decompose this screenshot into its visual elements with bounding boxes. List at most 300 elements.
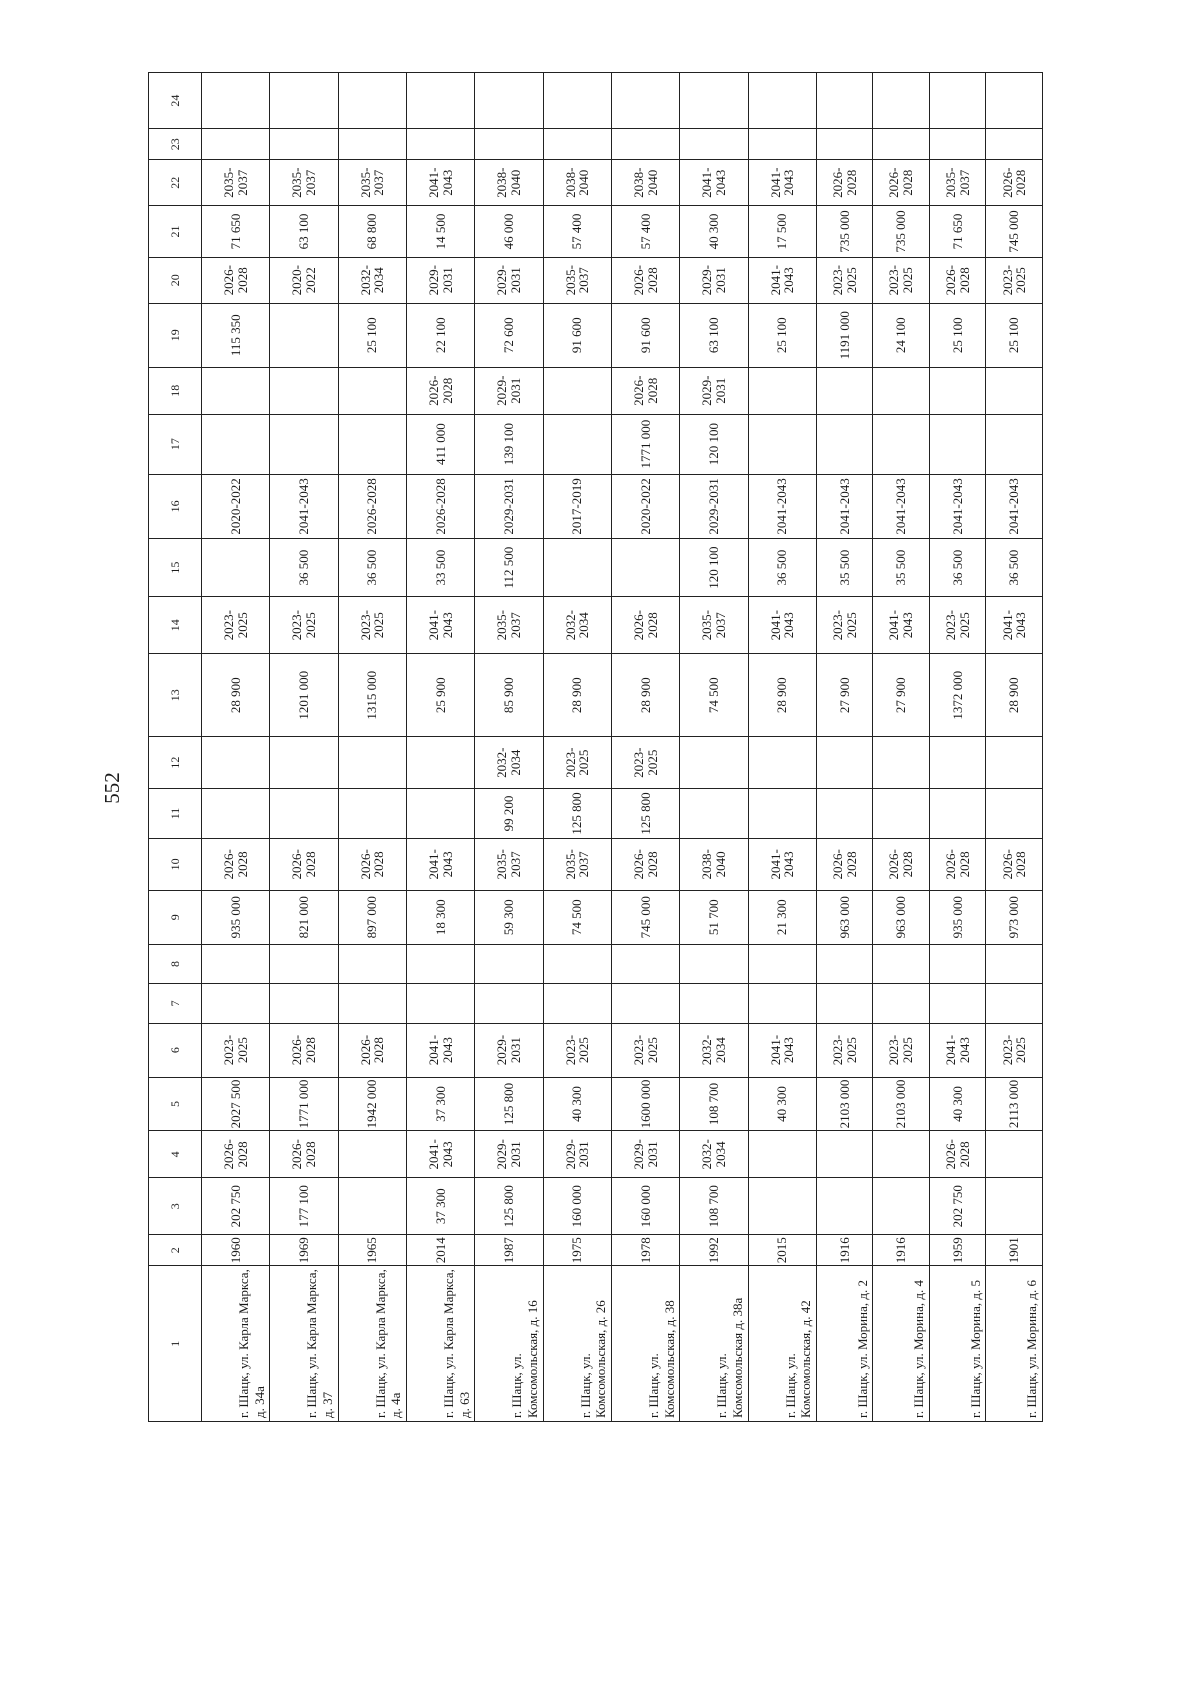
- table-cell: 821 000: [270, 890, 338, 944]
- table-cell: 36 500: [748, 539, 816, 597]
- table-cell: 28 900: [611, 654, 679, 737]
- address-cell: г. Шацк, ул. Комсомольская, д. 16: [475, 1266, 543, 1422]
- table-cell: 120 100: [680, 539, 748, 597]
- table-cell: [929, 367, 986, 414]
- table-cell: 411 000: [406, 414, 474, 474]
- table-cell: 40 300: [929, 1077, 986, 1131]
- table-cell: 2035-2037: [929, 160, 986, 206]
- table-cell: [406, 129, 474, 160]
- table-cell: 2041-2043: [406, 838, 474, 890]
- column-number-12: 12: [149, 737, 202, 789]
- address-cell: г. Шацк, ул. Комсомольская, д. 42: [748, 1266, 816, 1422]
- table-cell: 125 800: [475, 1178, 543, 1235]
- table-cell: [475, 129, 543, 160]
- table-cell: 2023-2025: [816, 257, 873, 303]
- table-cell: [543, 984, 611, 1023]
- table-cell: 2029-2031: [475, 367, 543, 414]
- table-cell: [270, 367, 338, 414]
- table-cell: [270, 414, 338, 474]
- table-cell: 57 400: [543, 206, 611, 258]
- table-cell: 27 900: [873, 654, 930, 737]
- table-cell: 2026-2028: [611, 597, 679, 654]
- table-cell: 1916: [873, 1235, 930, 1266]
- table-cell: [611, 984, 679, 1023]
- table-cell: [406, 73, 474, 129]
- table-cell: 2026-2028: [873, 838, 930, 890]
- address-cell: г. Шацк, ул. Карла Маркса, д. 4а: [338, 1266, 406, 1422]
- table-row: [543, 73, 611, 1422]
- table-cell: 1978: [611, 1235, 679, 1266]
- table-cell: [270, 737, 338, 789]
- table-cell: [475, 984, 543, 1023]
- table-cell: 37 300: [406, 1178, 474, 1235]
- column-number-9: 9: [149, 890, 202, 944]
- table-cell: [202, 789, 270, 839]
- table-cell: [873, 789, 930, 839]
- table-cell: [338, 414, 406, 474]
- table-cell: 57 400: [611, 206, 679, 258]
- table-cell: 2035-2037: [475, 597, 543, 654]
- table-cell: [986, 1131, 1043, 1178]
- table-cell: [816, 984, 873, 1023]
- table-cell: 735 000: [873, 206, 930, 258]
- table-cell: [748, 1178, 816, 1235]
- table-cell: [406, 789, 474, 839]
- column-number-21: 21: [149, 206, 202, 258]
- address-cell: г. Шацк, ул. Карла Маркса, д. 63: [406, 1266, 474, 1422]
- table-cell: 2041-2043: [406, 1131, 474, 1178]
- table-cell: 2026-2028: [338, 838, 406, 890]
- table-cell: 2041-2043: [748, 838, 816, 890]
- table-cell: 2041-2043: [986, 474, 1043, 538]
- table-cell: 745 000: [986, 206, 1043, 258]
- table-cell: 2041-2043: [929, 1023, 986, 1077]
- table-cell: 2026-2028: [202, 838, 270, 890]
- table-cell: 2041-2043: [406, 597, 474, 654]
- table-cell: [748, 944, 816, 983]
- table-cell: 2023-2025: [611, 737, 679, 789]
- table-cell: 2041-2043: [406, 160, 474, 206]
- table-cell: 2023-2025: [611, 1023, 679, 1077]
- table-cell: 112 500: [475, 539, 543, 597]
- table-cell: 897 000: [338, 890, 406, 944]
- table-cell: 2032-2034: [475, 737, 543, 789]
- table-cell: 125 800: [543, 789, 611, 839]
- table-cell: 27 900: [816, 654, 873, 737]
- table-cell: [543, 944, 611, 983]
- table-cell: [873, 984, 930, 1023]
- table-cell: [748, 129, 816, 160]
- table-cell: 735 000: [816, 206, 873, 258]
- table-cell: [986, 414, 1043, 474]
- table-cell: 160 000: [543, 1178, 611, 1235]
- table-cell: 1969: [270, 1235, 338, 1266]
- table-cell: [748, 1131, 816, 1178]
- table-cell: 68 800: [338, 206, 406, 258]
- table-cell: [338, 129, 406, 160]
- table-cell: [748, 789, 816, 839]
- table-cell: 108 700: [680, 1178, 748, 1235]
- column-number-18: 18: [149, 367, 202, 414]
- table-cell: [873, 1178, 930, 1235]
- table-cell: 2026-2028: [986, 838, 1043, 890]
- table-row: [475, 73, 543, 1422]
- table-cell: 2029-2031: [680, 257, 748, 303]
- table-cell: 25 100: [338, 303, 406, 367]
- table-cell: [986, 129, 1043, 160]
- table-cell: 2023-2025: [338, 597, 406, 654]
- table-cell: [748, 414, 816, 474]
- table-cell: 36 500: [929, 539, 986, 597]
- table-cell: [929, 129, 986, 160]
- table-cell: 36 500: [986, 539, 1043, 597]
- page-number: 552: [100, 772, 124, 804]
- table-cell: 40 300: [543, 1077, 611, 1131]
- table-cell: 25 100: [986, 303, 1043, 367]
- table-cell: 2038-2040: [543, 160, 611, 206]
- table-cell: 1771 000: [270, 1077, 338, 1131]
- table-cell: 2032-2034: [543, 597, 611, 654]
- table-cell: [873, 414, 930, 474]
- table-body: [202, 73, 1043, 1422]
- table-cell: [748, 73, 816, 129]
- table-cell: [748, 984, 816, 1023]
- column-number-5: 5: [149, 1077, 202, 1131]
- table-cell: [202, 129, 270, 160]
- column-number-8: 8: [149, 944, 202, 983]
- table-cell: [816, 414, 873, 474]
- table-cell: 125 800: [611, 789, 679, 839]
- table-cell: 2017-2019: [543, 474, 611, 538]
- table-cell: 1901: [986, 1235, 1043, 1266]
- table-cell: 33 500: [406, 539, 474, 597]
- table-cell: 51 700: [680, 890, 748, 944]
- table-cell: [270, 129, 338, 160]
- table-cell: 1960: [202, 1235, 270, 1266]
- table-cell: 17 500: [748, 206, 816, 258]
- table-cell: 2041-2043: [873, 474, 930, 538]
- table-cell: [475, 944, 543, 983]
- table-cell: 2027 500: [202, 1077, 270, 1131]
- table-cell: 2041-2043: [873, 597, 930, 654]
- table-cell: 2041-2043: [929, 474, 986, 538]
- table-cell: 2023-2025: [270, 597, 338, 654]
- table-cell: [475, 73, 543, 129]
- table-cell: 160 000: [611, 1178, 679, 1235]
- table-cell: 2026-2028: [338, 1023, 406, 1077]
- table-cell: 2023-2025: [202, 1023, 270, 1077]
- table-cell: 2032-2034: [680, 1023, 748, 1077]
- table-cell: 1916: [816, 1235, 873, 1266]
- table-cell: 2041-2043: [748, 474, 816, 538]
- table-cell: 2041-2043: [986, 597, 1043, 654]
- column-number-20: 20: [149, 257, 202, 303]
- table-cell: [543, 73, 611, 129]
- table-cell: [338, 1131, 406, 1178]
- table-cell: 91 600: [543, 303, 611, 367]
- table-cell: 2023-2025: [816, 1023, 873, 1077]
- table-cell: 2029-2031: [611, 1131, 679, 1178]
- table-cell: [816, 944, 873, 983]
- table-cell: [406, 984, 474, 1023]
- table-cell: [986, 944, 1043, 983]
- table-cell: 2029-2031: [680, 367, 748, 414]
- table-cell: 745 000: [611, 890, 679, 944]
- table-cell: [873, 367, 930, 414]
- table-cell: 37 300: [406, 1077, 474, 1131]
- table-cell: 36 500: [270, 539, 338, 597]
- table-cell: 2026-2028: [929, 1131, 986, 1178]
- column-number-4: 4: [149, 1131, 202, 1178]
- table-cell: 22 100: [406, 303, 474, 367]
- table-row: [270, 73, 338, 1422]
- table-cell: 2035-2037: [270, 160, 338, 206]
- table-cell: [611, 944, 679, 983]
- table-cell: [202, 737, 270, 789]
- table-cell: 25 100: [748, 303, 816, 367]
- table-cell: [873, 737, 930, 789]
- table-cell: [543, 414, 611, 474]
- table-row: [748, 73, 816, 1422]
- table-cell: [929, 789, 986, 839]
- table-cell: 2023-2025: [873, 257, 930, 303]
- table-cell: 1372 000: [929, 654, 986, 737]
- table-cell: 139 100: [475, 414, 543, 474]
- table-cell: 2041-2043: [270, 474, 338, 538]
- table-cell: [873, 944, 930, 983]
- column-number-19: 19: [149, 303, 202, 367]
- table-cell: 2029-2031: [475, 1023, 543, 1077]
- table-cell: [748, 367, 816, 414]
- address-cell: г. Шацк, ул. Карла Маркса, д. 34а: [202, 1266, 270, 1422]
- table-cell: 2026-2028: [611, 257, 679, 303]
- column-number-7: 7: [149, 984, 202, 1023]
- table-cell: 2026-2028: [929, 838, 986, 890]
- table-cell: 59 300: [475, 890, 543, 944]
- table-cell: [270, 73, 338, 129]
- table-cell: 2026-2028: [816, 160, 873, 206]
- table-cell: 108 700: [680, 1077, 748, 1131]
- table-cell: 2032-2034: [338, 257, 406, 303]
- table-cell: 2026-2028: [270, 838, 338, 890]
- table-cell: 2038-2040: [611, 160, 679, 206]
- table-cell: [202, 73, 270, 129]
- table-cell: 935 000: [929, 890, 986, 944]
- table-cell: [929, 737, 986, 789]
- table-cell: 2041-2043: [680, 160, 748, 206]
- table-cell: 2035-2037: [202, 160, 270, 206]
- table-cell: [873, 73, 930, 129]
- table-cell: 2026-2028: [816, 838, 873, 890]
- table-cell: 1959: [929, 1235, 986, 1266]
- table-cell: [611, 129, 679, 160]
- table-cell: [543, 539, 611, 597]
- table-cell: 2023-2025: [873, 1023, 930, 1077]
- table-cell: [986, 73, 1043, 129]
- address-cell: г. Шацк, ул. Комсомольская д. 38а: [680, 1266, 748, 1422]
- table-cell: [748, 737, 816, 789]
- table-cell: [338, 1178, 406, 1235]
- table-cell: 2103 000: [873, 1077, 930, 1131]
- table-cell: 71 650: [929, 206, 986, 258]
- table-row: [406, 73, 474, 1422]
- table-row: [873, 73, 930, 1422]
- table-cell: 2029-2031: [475, 257, 543, 303]
- table-cell: 2035-2037: [680, 597, 748, 654]
- table-cell: 2026-2028: [406, 367, 474, 414]
- table-cell: [611, 73, 679, 129]
- table-cell: 2041-2043: [406, 1023, 474, 1077]
- table-cell: [873, 129, 930, 160]
- table-cell: [202, 414, 270, 474]
- table-cell: 63 100: [680, 303, 748, 367]
- table-cell: 21 300: [748, 890, 816, 944]
- table-cell: 2041-2043: [748, 597, 816, 654]
- table-cell: 1315 000: [338, 654, 406, 737]
- table-cell: 1771 000: [611, 414, 679, 474]
- table-cell: 2029-2031: [475, 474, 543, 538]
- address-cell: г. Шацк, ул. Комсомольская, д. 38: [611, 1266, 679, 1422]
- table-cell: [816, 789, 873, 839]
- table-row: [611, 73, 679, 1422]
- table-cell: 35 500: [816, 539, 873, 597]
- table-cell: [270, 984, 338, 1023]
- table-cell: 2026-2028: [986, 160, 1043, 206]
- table-cell: 71 650: [202, 206, 270, 258]
- table-cell: [986, 367, 1043, 414]
- column-number-3: 3: [149, 1178, 202, 1235]
- table-cell: 2023-2025: [816, 597, 873, 654]
- table-cell: [816, 73, 873, 129]
- table-cell: 35 500: [873, 539, 930, 597]
- column-number-17: 17: [149, 414, 202, 474]
- column-number-14: 14: [149, 597, 202, 654]
- table-cell: [680, 73, 748, 129]
- table-cell: 115 350: [202, 303, 270, 367]
- table-cell: 202 750: [929, 1178, 986, 1235]
- table-cell: 2035-2037: [543, 257, 611, 303]
- table-cell: [816, 737, 873, 789]
- table-cell: 28 900: [543, 654, 611, 737]
- table-cell: 2020-2022: [202, 474, 270, 538]
- table-cell: [202, 539, 270, 597]
- table-cell: 25 100: [929, 303, 986, 367]
- table-cell: 1201 000: [270, 654, 338, 737]
- table-cell: 963 000: [873, 890, 930, 944]
- table-cell: 99 200: [475, 789, 543, 839]
- table-cell: 2113 000: [986, 1077, 1043, 1131]
- table-cell: [611, 539, 679, 597]
- table-cell: 202 750: [202, 1178, 270, 1235]
- table-cell: 2023-2025: [986, 1023, 1043, 1077]
- table-cell: 2041-2043: [748, 257, 816, 303]
- table-cell: [986, 984, 1043, 1023]
- table-cell: 2020-2022: [611, 474, 679, 538]
- schedule-table: [148, 72, 1043, 1422]
- table-cell: 28 900: [748, 654, 816, 737]
- table-cell: 120 100: [680, 414, 748, 474]
- table-cell: 1191 000: [816, 303, 873, 367]
- table-cell: [929, 414, 986, 474]
- table-row: [986, 73, 1043, 1422]
- table-cell: 2029-2031: [475, 1131, 543, 1178]
- table-cell: 46 000: [475, 206, 543, 258]
- table-cell: 2026-2028: [270, 1023, 338, 1077]
- table-cell: 2038-2040: [475, 160, 543, 206]
- table-cell: [929, 984, 986, 1023]
- table-cell: 2029-2031: [680, 474, 748, 538]
- table-cell: [816, 367, 873, 414]
- table-cell: 2035-2037: [543, 838, 611, 890]
- table-cell: 1942 000: [338, 1077, 406, 1131]
- table-cell: [873, 1131, 930, 1178]
- table-row: [680, 73, 748, 1422]
- table-cell: [816, 129, 873, 160]
- table-cell: [816, 1178, 873, 1235]
- table-cell: 2029-2031: [543, 1131, 611, 1178]
- column-number-2: 2: [149, 1235, 202, 1266]
- table-cell: 2026-2028: [338, 474, 406, 538]
- table-cell: 2026-2028: [270, 1131, 338, 1178]
- table-cell: 2026-2028: [406, 474, 474, 538]
- table-cell: [338, 737, 406, 789]
- table-cell: 2026-2028: [611, 367, 679, 414]
- address-cell: г. Шацк, ул. Морина, д. 2: [816, 1266, 873, 1422]
- column-number-16: 16: [149, 474, 202, 538]
- table-cell: 2023-2025: [543, 737, 611, 789]
- table-cell: 2029-2031: [406, 257, 474, 303]
- table-cell: [338, 73, 406, 129]
- table-cell: 2026-2028: [873, 160, 930, 206]
- table-cell: 2023-2025: [986, 257, 1043, 303]
- column-number-1: 1: [149, 1266, 202, 1422]
- table-cell: 973 000: [986, 890, 1043, 944]
- table-cell: 28 900: [986, 654, 1043, 737]
- table-cell: [338, 984, 406, 1023]
- table-cell: [338, 789, 406, 839]
- table-cell: [680, 944, 748, 983]
- table-cell: 177 100: [270, 1178, 338, 1235]
- table-cell: 1987: [475, 1235, 543, 1266]
- table-cell: [406, 737, 474, 789]
- table-cell: 63 100: [270, 206, 338, 258]
- table-cell: 935 000: [202, 890, 270, 944]
- table-cell: 2026-2028: [929, 257, 986, 303]
- table-cell: 1992: [680, 1235, 748, 1266]
- table-cell: 2041-2043: [748, 1023, 816, 1077]
- table-cell: [680, 984, 748, 1023]
- table-cell: 72 600: [475, 303, 543, 367]
- table-cell: 2023-2025: [929, 597, 986, 654]
- table-cell: 2041-2043: [816, 474, 873, 538]
- table-cell: 36 500: [338, 539, 406, 597]
- table-cell: 2032-2034: [680, 1131, 748, 1178]
- table-cell: 2020-2022: [270, 257, 338, 303]
- address-cell: г. Шацк, ул. Морина, д. 4: [873, 1266, 930, 1422]
- address-cell: г. Шацк, ул. Морина, д. 5: [929, 1266, 986, 1422]
- table-cell: 1965: [338, 1235, 406, 1266]
- table-cell: [986, 1178, 1043, 1235]
- address-cell: г. Шацк, ул. Комсомольская, д. 26: [543, 1266, 611, 1422]
- address-cell: г. Шацк, ул. Карла Маркса, д. 37: [270, 1266, 338, 1422]
- table-cell: 2026-2028: [202, 1131, 270, 1178]
- column-number-15: 15: [149, 539, 202, 597]
- table-cell: 2026-2028: [611, 838, 679, 890]
- table-cell: [202, 944, 270, 983]
- column-number-6: 6: [149, 1023, 202, 1077]
- column-number-24: 24: [149, 73, 202, 129]
- table-cell: [270, 944, 338, 983]
